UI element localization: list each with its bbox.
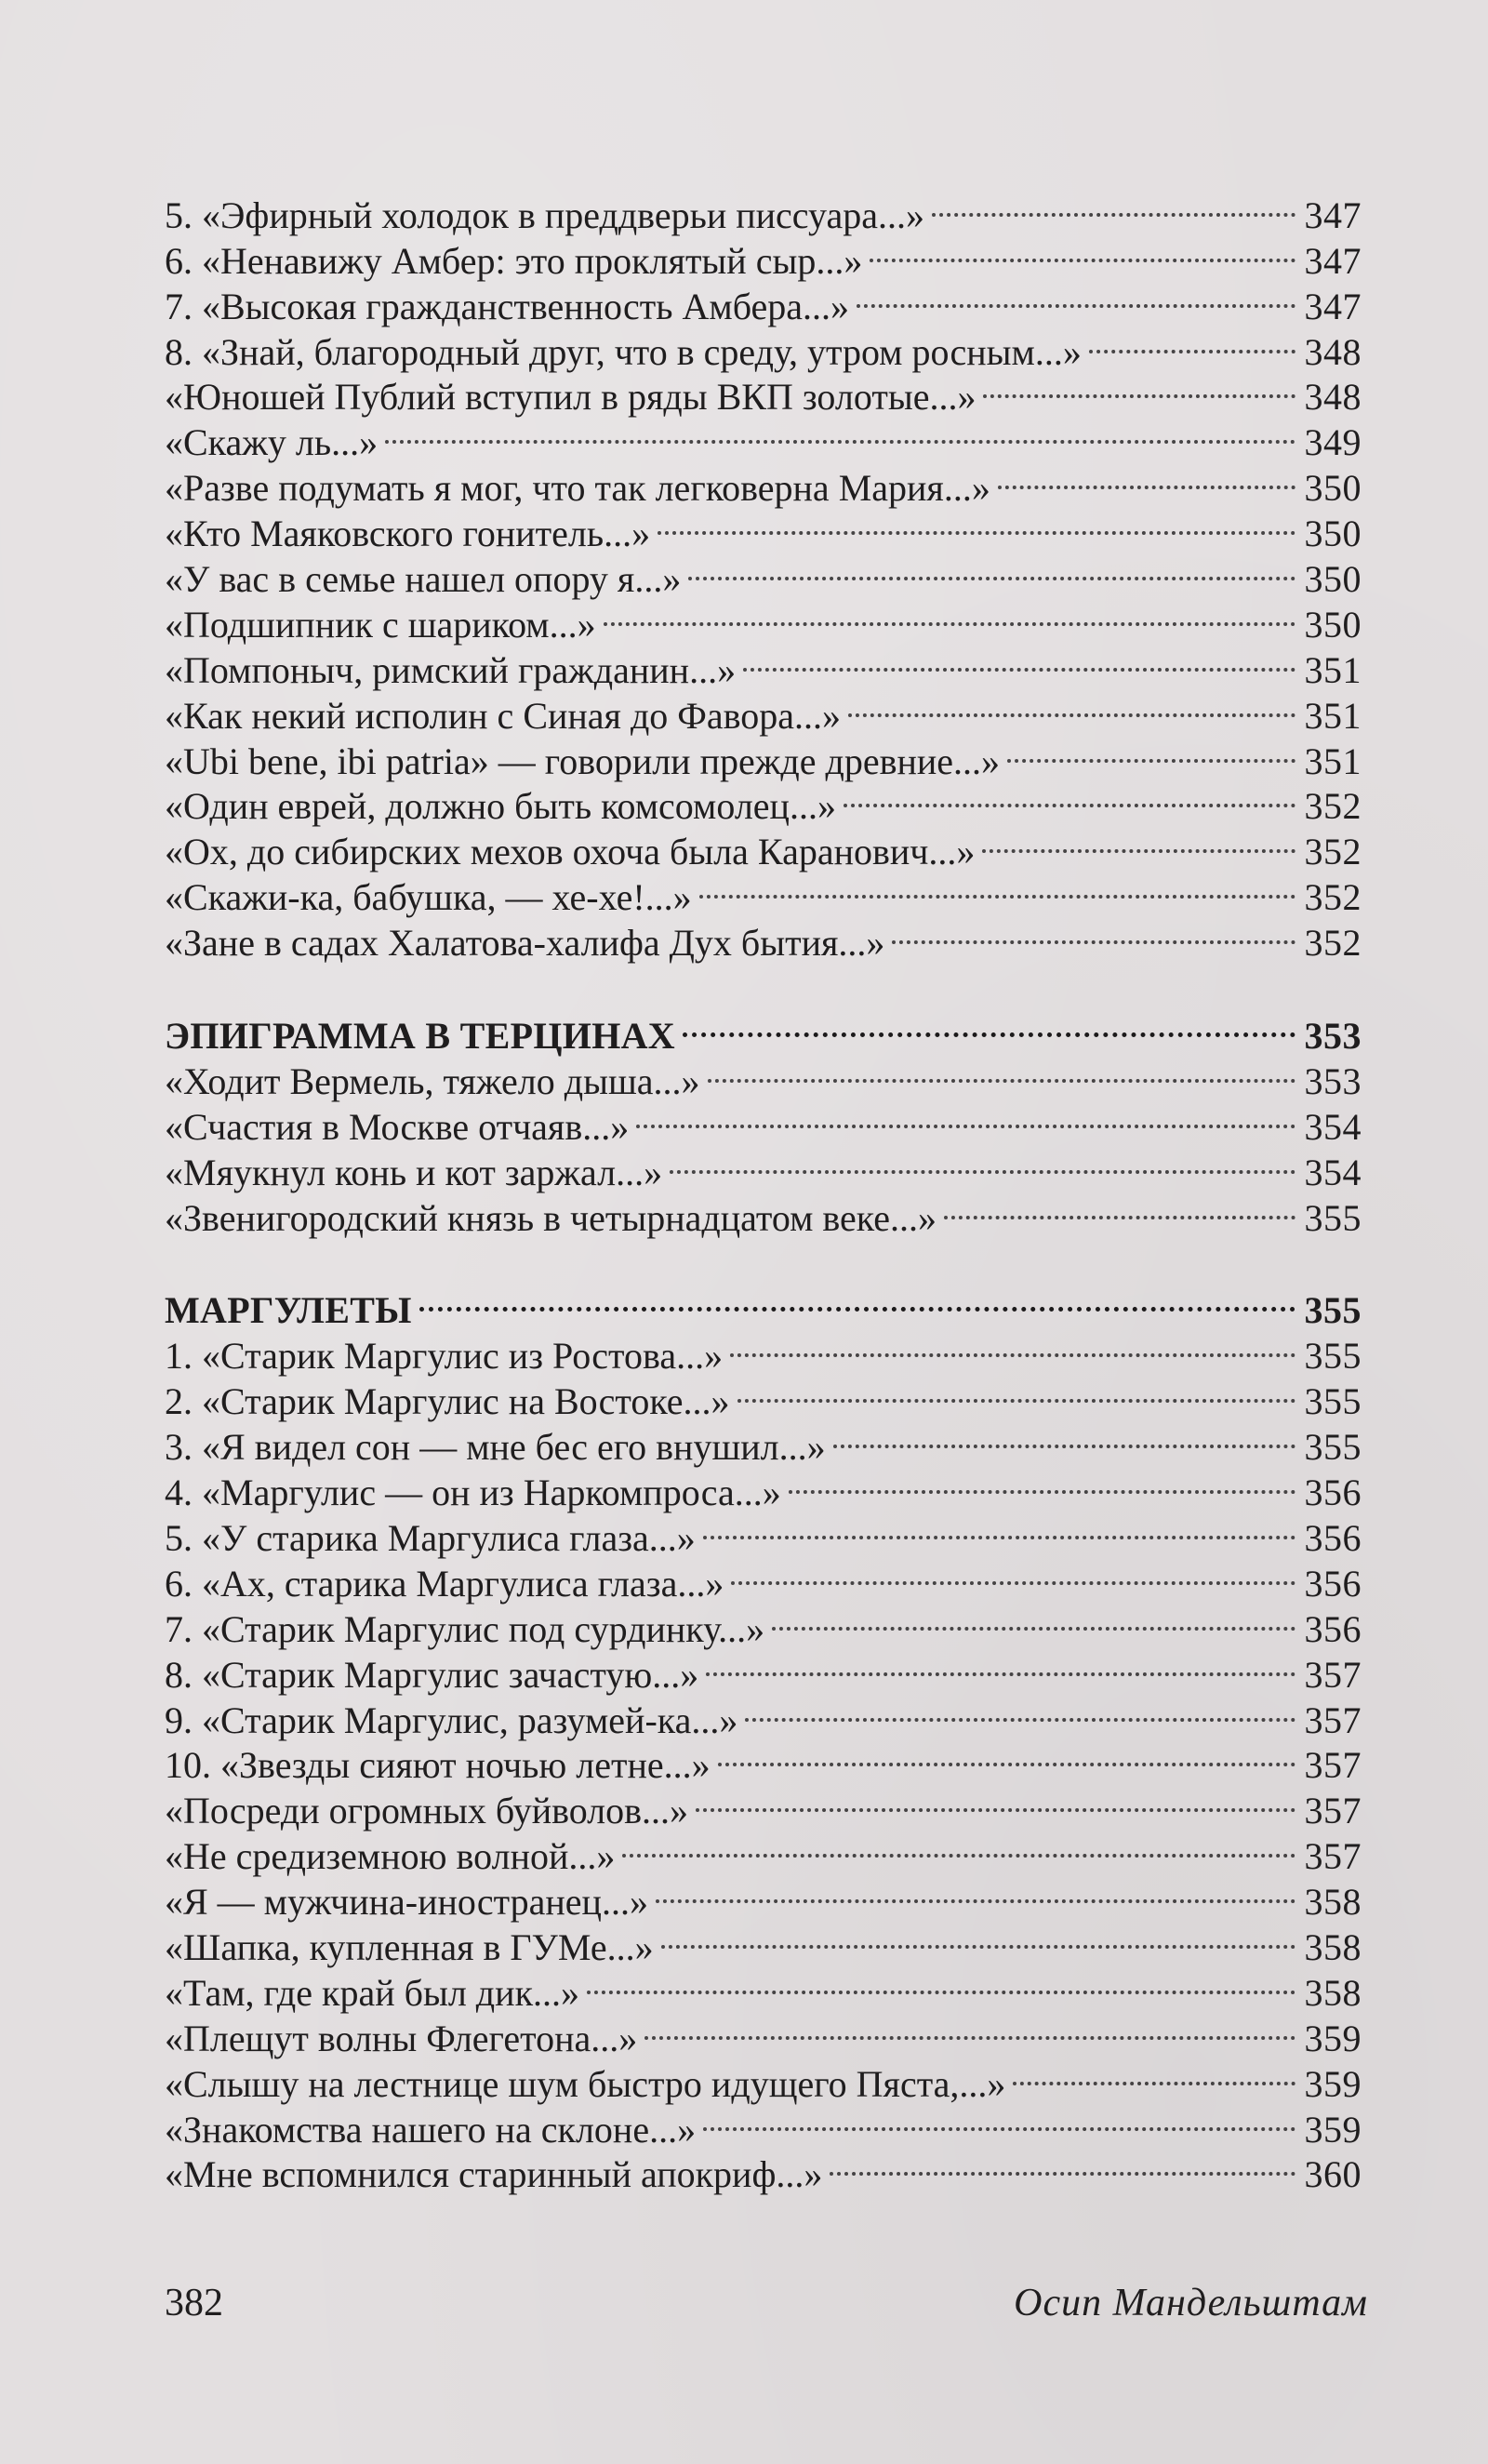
dot-leader <box>670 1139 1295 1185</box>
entry-page: 352 <box>1304 831 1362 873</box>
entry-page: 348 <box>1304 330 1362 373</box>
dot-leader <box>718 1733 1295 1778</box>
dot-leader <box>830 2142 1295 2188</box>
section-heading-page: 355 <box>1304 1289 1362 1332</box>
entry-page: 352 <box>1304 876 1362 919</box>
dot-leader <box>892 910 1295 955</box>
entry-page: 355 <box>1304 1335 1362 1378</box>
dot-leader <box>688 546 1295 592</box>
entry-title: «Звенигородский князь в четырнадцатом веке...» <box>165 1196 937 1239</box>
dot-leader <box>731 1551 1295 1596</box>
dot-leader <box>983 365 1295 410</box>
dot-leader <box>419 1278 1295 1324</box>
dot-leader <box>944 1185 1295 1231</box>
entry-page: 348 <box>1304 376 1362 419</box>
entry-page: 353 <box>1304 1059 1362 1102</box>
entry-title: «Там, где край был дик...» <box>165 1971 579 2014</box>
table-of-contents <box>165 182 1362 2196</box>
page-footer <box>165 2281 1368 2325</box>
entry-title: 7. «Старик Маргулис под сурдинку...» <box>165 1607 765 1650</box>
entry-title: 6. «Ах, старика Маргулиса глаза...» <box>165 1562 724 1605</box>
entry-title: «Один еврей, должно быть комсомолец...» <box>165 785 836 828</box>
entry-title: 3. «Я видел сон — мне бес его внушил...» <box>165 1426 826 1469</box>
dot-leader <box>745 1687 1295 1733</box>
entry-page: 354 <box>1304 1151 1362 1193</box>
entry-page: 356 <box>1304 1607 1362 1650</box>
entry-page: 358 <box>1304 1881 1362 1924</box>
toc-section <box>165 182 1362 965</box>
entry-page: 351 <box>1304 694 1362 737</box>
dot-leader <box>656 1869 1295 1914</box>
entry-title: 8. «Знай, благородный друг, что в среду, утром росным...» <box>165 330 1082 373</box>
entry-page: 354 <box>1304 1105 1362 1148</box>
entry-page: 355 <box>1304 1426 1362 1469</box>
entry-page: 355 <box>1304 1196 1362 1239</box>
entry-title: 6. «Ненавижу Амбер: это проклятый сыр...» <box>165 239 863 282</box>
entry-title: 5. «У старика Маргулиса глаза...» <box>165 1516 696 1559</box>
entry-title: «Шапка, купленная в ГУМе...» <box>165 1925 654 1968</box>
entry-page: 357 <box>1304 1653 1362 1696</box>
entry-title: «Счастия в Москве отчаяв...» <box>165 1105 630 1148</box>
entry-title: «Я — мужчина-иностранец...» <box>165 1881 648 1924</box>
entry-page: 357 <box>1304 1744 1362 1787</box>
entry-title: «Посреди огромных буйволов...» <box>165 1790 689 1832</box>
entry-page: 355 <box>1304 1380 1362 1423</box>
entry-page: 356 <box>1304 1562 1362 1605</box>
entry-title: «Ubi bene, ibi patria» — говорили прежде древние...» <box>165 739 1001 782</box>
dot-leader <box>636 1094 1295 1139</box>
dot-leader <box>1089 319 1295 365</box>
entry-title: 10. «Звезды сияют ночью летне...» <box>165 1744 711 1787</box>
entry-title: «Юношей Публий вступил в ряды ВКП золотые...» <box>165 376 976 419</box>
entry-page: 349 <box>1304 421 1362 464</box>
dot-leader <box>683 1003 1295 1048</box>
entry-page: 359 <box>1304 2017 1362 2059</box>
dot-leader <box>789 1459 1295 1505</box>
toc-section <box>165 1003 1362 1239</box>
entry-title: «Не средиземною волной...» <box>165 1835 616 1878</box>
dot-leader <box>932 182 1295 228</box>
entry-title: 5. «Эфирный холодок в преддверьи писсуара...» <box>165 193 925 236</box>
page-number: 382 <box>165 2282 223 2324</box>
dot-leader <box>699 864 1295 910</box>
dot-leader <box>604 592 1295 637</box>
dot-leader <box>844 774 1295 819</box>
entry-title: 2. «Старик Маргулис на Востоке...» <box>165 1380 730 1423</box>
toc-entry-row <box>165 182 1362 236</box>
entry-page: 358 <box>1304 1925 1362 1968</box>
entry-title: 8. «Старик Маргулис зачастую...» <box>165 1653 699 1696</box>
entry-page: 350 <box>1304 467 1362 510</box>
dot-leader <box>833 1414 1295 1459</box>
entry-title: «Мяукнул конь и кот заржал...» <box>165 1151 663 1193</box>
dot-leader <box>1013 2051 1295 2097</box>
entry-title: 1. «Старик Маргулис из Ростова...» <box>165 1335 724 1378</box>
toc-section <box>165 1278 1362 2196</box>
dot-leader <box>857 273 1295 319</box>
entry-page: 352 <box>1304 785 1362 828</box>
section-heading-page: 353 <box>1304 1015 1362 1058</box>
entry-page: 356 <box>1304 1516 1362 1559</box>
entry-title: «Скажу ль...» <box>165 421 379 464</box>
dot-leader <box>661 1914 1295 1960</box>
toc-heading-row <box>165 1003 1362 1058</box>
entry-title: «Скажи-ка, бабушка, — хе-хе!...» <box>165 876 692 919</box>
dot-leader <box>870 228 1295 273</box>
entry-title: «Кто Маяковского гонитель...» <box>165 513 651 555</box>
entry-page: 359 <box>1304 2062 1362 2105</box>
dot-leader <box>998 455 1295 500</box>
dot-leader <box>703 2097 1295 2142</box>
toc-heading-row <box>165 1278 1362 1332</box>
dot-leader <box>772 1596 1295 1642</box>
section-heading-title: МАРГУЛЕТЫ <box>165 1289 412 1332</box>
dot-leader <box>743 637 1295 683</box>
entry-title: «Зане в садах Халатова-халифа Дух бытия...» <box>165 922 885 965</box>
entry-page: 351 <box>1304 648 1362 691</box>
entry-title: «Мне вспомнился старинный апокриф...» <box>165 2153 823 2196</box>
dot-leader <box>737 1368 1295 1414</box>
entry-title: «Разве подумать я мог, что так легковерна Мария...» <box>165 467 990 510</box>
dot-leader <box>696 1778 1295 1823</box>
section-heading-title: ЭПИГРАММА В ТЕРЦИНАХ <box>165 1015 675 1058</box>
running-author: Осип Мандельштам <box>1014 2282 1368 2324</box>
entry-page: 360 <box>1304 2153 1362 2196</box>
entry-page: 356 <box>1304 1472 1362 1514</box>
dot-leader <box>644 2005 1295 2051</box>
entry-page: 357 <box>1304 1790 1362 1832</box>
dot-leader <box>848 683 1295 728</box>
entry-page: 358 <box>1304 1971 1362 2014</box>
dot-leader <box>587 1960 1295 2005</box>
entry-page: 359 <box>1304 2108 1362 2151</box>
entry-title: «Как некий исполин с Синая до Фавора...» <box>165 694 842 737</box>
entry-title: 7. «Высокая гражданственность Амбера...» <box>165 285 850 327</box>
dot-leader <box>622 1823 1295 1869</box>
dot-leader <box>706 1642 1295 1687</box>
entry-title: 9. «Старик Маргулис, разумей-ка...» <box>165 1698 738 1741</box>
entry-title: «У вас в семье нашел опору я...» <box>165 558 682 601</box>
entry-page: 347 <box>1304 193 1362 236</box>
entry-page: 350 <box>1304 603 1362 646</box>
entry-page: 350 <box>1304 513 1362 555</box>
entry-page: 357 <box>1304 1835 1362 1878</box>
dot-leader <box>658 500 1295 546</box>
dot-leader <box>730 1323 1295 1368</box>
entry-page: 347 <box>1304 285 1362 327</box>
dot-leader <box>385 409 1295 455</box>
entry-page: 351 <box>1304 739 1362 782</box>
entry-title: «Ох, до сибирских мехов охоча была Каранович...» <box>165 831 976 873</box>
entry-title: «Помпоныч, римский гражданин...» <box>165 648 737 691</box>
entry-page: 357 <box>1304 1698 1362 1741</box>
entry-page: 350 <box>1304 558 1362 601</box>
entry-title: «Подшипник с шариком...» <box>165 603 596 646</box>
dot-leader <box>982 819 1295 864</box>
entry-title: «Слышу на лестнице шум быстро идущего Пяста,...» <box>165 2062 1006 2105</box>
entry-title: «Знакомства нашего на склоне...» <box>165 2108 697 2151</box>
dot-leader <box>703 1505 1295 1551</box>
entry-title: 4. «Маргулис — он из Наркомпроса...» <box>165 1472 781 1514</box>
dot-leader <box>708 1048 1295 1094</box>
dot-leader <box>1007 728 1295 774</box>
entry-title: «Плещут волны Флегетона...» <box>165 2017 638 2059</box>
entry-page: 352 <box>1304 922 1362 965</box>
entry-title: «Ходит Вермель, тяжело дыша...» <box>165 1059 700 1102</box>
entry-page: 347 <box>1304 239 1362 282</box>
